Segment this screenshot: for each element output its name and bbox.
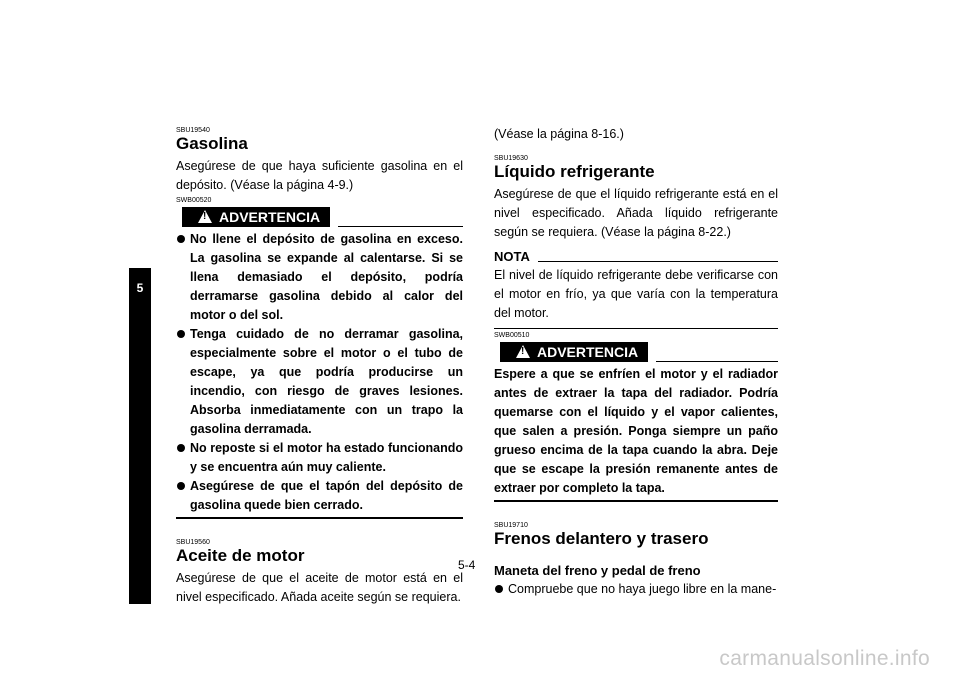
bullet-icon <box>177 330 185 338</box>
list-item: Tenga cuidado de no derramar gasolina, especialmente sobre el motor o el tubo de escape, ya que podría producirse un incendio, con riesgo de graves lesiones. Absorba inmediatamente con un trapo la gasolina derramada. <box>176 325 463 439</box>
nota-rule <box>538 261 778 262</box>
subsection-title: Maneta del freno y pedal de freno <box>494 563 701 578</box>
warning-code: SWB00510 <box>494 332 530 339</box>
warning-label: ADVERTENCIA <box>219 209 321 225</box>
chapter-tab <box>129 268 151 604</box>
section-title-gasolina: Gasolina <box>176 134 248 153</box>
continuation-text: (Véase la página 8-16.) <box>494 127 624 141</box>
section-title-refrigerante: Líquido refrigerante <box>494 162 655 181</box>
warning-end-rule <box>494 500 778 502</box>
warning-rule <box>338 226 463 227</box>
nota-header <box>494 249 778 266</box>
warning-end-rule <box>176 517 463 519</box>
list-item: No llene el depósito de gasolina en exceso. La gasolina se expande al calentarse. Si se llena demasiado el depósito, podría derramarse gasolina debido al calor del motor o del sol. <box>176 230 463 325</box>
watermark: carmanualsonline.info <box>719 647 930 670</box>
aceite-text: Asegúrese de que el aceite de motor está en el nivel especificado. Añada aceite según se requiera. <box>176 571 463 604</box>
section-title-aceite: Aceite de motor <box>176 546 305 565</box>
bullet-icon <box>177 235 185 243</box>
bullet-icon <box>177 482 185 490</box>
right-column <box>494 125 778 599</box>
section-code: SBU19710 <box>494 522 528 529</box>
nota-end-rule <box>494 328 778 329</box>
warning-badge: ! ADVERTENCIA <box>500 342 648 362</box>
list-item: Compruebe que no haya juego libre en la mane- <box>494 580 778 599</box>
left-column <box>176 126 463 607</box>
section-code: SBU19560 <box>176 539 210 546</box>
list-item: Asegúrese de que el tapón del depósito de gasolina quede bien cerrado. <box>176 477 463 515</box>
nota-text: El nivel de líquido refrigerante debe verificarse con el motor en frío, ya que varía con la temperatura del motor. <box>494 268 778 320</box>
bullet-icon <box>495 585 503 593</box>
frenos-list <box>494 580 778 599</box>
warning-badge: ! ADVERTENCIA <box>182 207 330 227</box>
warning-header <box>176 207 463 229</box>
warning-rule <box>656 361 778 362</box>
warning-label: ADVERTENCIA <box>537 344 639 360</box>
warning-text: Espere a que se enfríen el motor y el radiador antes de extraer la tapa del radiador. Podría quemarse con el líquido y el vapor calientes, que salen a presión. Ponga siempre un paño grueso encima de la tapa cuando la abra. Deje que se escape la presión remanente antes de extraer por completo la tapa. <box>494 367 778 495</box>
list-item: No reposte si el motor ha estado funcionando y se encuentra aún muy caliente. <box>176 439 463 477</box>
refrigerante-text: Asegúrese de que el líquido refrigerante está en el nivel especificado. Añada líquido refrigerante según se requiera. (Véase la página 8-22.) <box>494 187 778 239</box>
nota-label: NOTA <box>494 249 530 264</box>
section-title-frenos: Frenos delantero y trasero <box>494 529 709 548</box>
warning-code: SWB00520 <box>176 197 212 204</box>
warning-list <box>176 230 463 515</box>
section-code: SBU19540 <box>176 127 210 134</box>
page-number: 5-4 <box>458 558 476 572</box>
bullet-icon <box>177 444 185 452</box>
section-code: SBU19630 <box>494 155 528 162</box>
chapter-number: 5 <box>136 281 144 295</box>
gasolina-text: Asegúrese de que haya suficiente gasolina en el depósito. (Véase la página 4-9.) <box>176 159 463 192</box>
warning-header <box>494 342 778 364</box>
